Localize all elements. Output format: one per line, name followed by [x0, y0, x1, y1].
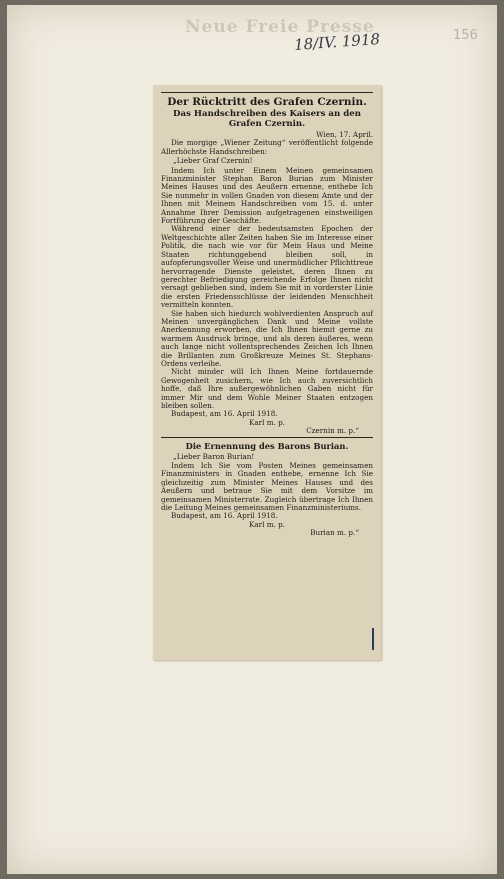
handwritten-page-number: 156 [453, 28, 478, 43]
second-subheading: Die Ernennung des Barons Burian. [185, 440, 349, 451]
clipping-text [161, 91, 373, 538]
separator-rule [161, 437, 373, 438]
letter2-countersign: Burian m. p.“ [310, 528, 359, 538]
letter1-paragraph-2: Während einer der bedeutsamsten Epochen der Weltgeschichte aller Zeiten haben Sie im Interesse einer Politik, die nach wie vor für Mein Haus und Meine Staaten richtunggebend bleiben soll, in aufopferungsvoller Weise und unermüdlicher Pflichttreue hervorragende Dienste geleistet, deren Ihnen zu gerechter Befriedigung gereichende Erfolge Ihnen nicht versagt geblieben sind, indem Sie mit in vorderster Linie die ersten Friedensschlüsse der leidenden Menschheit vermitteln konnten. [161, 224, 373, 310]
letter2-place-date: Budapest, am 16. April 1918. [171, 511, 278, 521]
article-subtitle: Das Handschreiben des Kaisers an den Grafen Czernin. [173, 109, 361, 129]
letter2-salutation: „Lieber Baron Burian! [173, 451, 255, 461]
intro-paragraph: Die morgige „Wiener Zeitung“ veröffentlicht folgende Allerhöchste Handschreiben: [161, 138, 373, 156]
newspaper-stamp: Neue Freie Presse [185, 17, 375, 37]
letter1-salutation: „Lieber Graf Czernin! [173, 156, 253, 166]
article-title: Der Rücktritt des Grafen Czernin. [167, 96, 367, 108]
letter2-paragraph-1: Indem Ich Sie vom Posten Meines gemeinsamen Finanzministers in Gnaden enthebe, ernenne Ich Sie gleichzeitig zum Minister Meines Hauses und des Aeußern und betraue Sie mit dem Vorsitze im gemeinsamen Ministerrate. Zugleich übertrage Ich Ihnen die Leitung Meines gemeinsamen Finanzministeriums. [161, 461, 373, 513]
ink-mark [372, 628, 374, 650]
letter1-paragraph-1: Indem Ich unter Einem Meinen gemeinsamen Finanzminister Stephan Baron Burian zum Minister Meines Hauses und des Aeußern ernenne, enthebe Ich Sie nunmehr in vollen Gnaden von diesem Amte und der Ihnen mit Meinem Handschreiben vom 15. d. unter Annahme Ihrer Demission aufgetragenen einstweiligen Fortführung der Geschäfte. [161, 165, 373, 226]
letter1-paragraph-4: Nicht minder will Ich Ihnen Meine fortdauernde Gewogenheit zusichern, wie Ich auch zuversichtlich hoffe, daß Ihre außergewöhnlichen Gaben nicht für immer Mir und dem Wohle Meiner Staaten entzogen bleiben sollen. [161, 367, 373, 410]
top-rule [161, 92, 373, 93]
handwritten-date: 18/IV. 1918 [293, 30, 381, 54]
letter1-countersign: Czernin m. p.“ [306, 426, 359, 436]
letter2-signature: Karl m. p. [249, 519, 285, 529]
letter1-signature: Karl m. p. [249, 417, 285, 427]
newspaper-clipping [153, 85, 381, 660]
letter1-place-date: Budapest, am 16. April 1918. [171, 409, 278, 419]
letter1-paragraph-3: Sie haben sich hiedurch wohlverdienten Anspruch auf Meinen unvergänglichen Dank und Meine vollste Anerkennung erworben, die Ich Ihnen hiemit gerne zu warmem Ausdruck bringe, und als deren äußeres, wenn auch lange nicht vollentsprechendes Zeichen Ich Ihnen die Brillanten zum Großkreuze Meines St. Stephans-Ordens verleihe. [161, 308, 373, 368]
dateline: Wien, 17. April. [316, 130, 373, 139]
